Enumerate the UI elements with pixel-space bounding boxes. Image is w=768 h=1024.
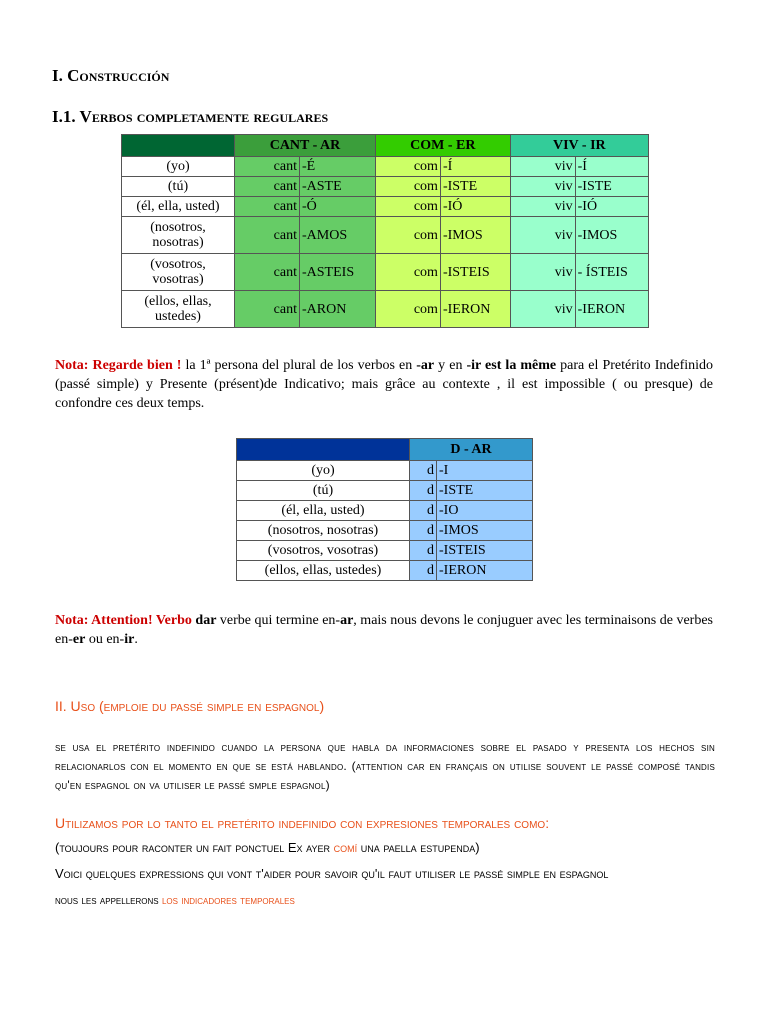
table-row bbox=[122, 157, 649, 177]
table-row bbox=[122, 217, 649, 254]
note-attention-dar bbox=[55, 611, 713, 649]
ending-cell: -IÓ bbox=[440, 197, 510, 217]
uso-text: nous les appellerons bbox=[55, 893, 162, 907]
person-cell: (nosotros, nosotras) bbox=[237, 521, 410, 541]
ending-cell: -IO bbox=[437, 501, 533, 521]
ending-cell: -IÓ bbox=[575, 197, 648, 217]
header-empty-cell bbox=[237, 439, 410, 461]
table-row bbox=[122, 177, 649, 197]
stem-cell: d bbox=[410, 561, 437, 581]
note-text: ou en- bbox=[85, 632, 125, 647]
note-bold: ar bbox=[340, 613, 354, 628]
header-d-ar: D - AR bbox=[410, 439, 533, 461]
stem-cell: cant bbox=[235, 291, 300, 328]
stem-cell: com bbox=[375, 254, 440, 291]
ending-cell: -Ó bbox=[300, 197, 376, 217]
heading-construccion: I. Construcción bbox=[52, 66, 170, 85]
uso-highlight: comí bbox=[333, 840, 358, 855]
stem-cell: cant bbox=[235, 177, 300, 197]
uso-body-text: se usa el pretérito indefinido cuando la persona que habla da informaciones sobre el pasado y presenta los hechos sin relacionarlos con el momento en que se está hablando. (attention car en français on utilise souvent le passé composé tandis qu'en espagnol on va utiliser le passé smple espagnol) bbox=[55, 740, 715, 792]
table-row bbox=[237, 541, 533, 561]
stem-cell: d bbox=[410, 481, 437, 501]
uso-line-example bbox=[55, 840, 715, 855]
stem-cell: d bbox=[410, 501, 437, 521]
header-empty-cell bbox=[122, 135, 235, 157]
ending-cell: -É bbox=[300, 157, 376, 177]
person-cell: (yo) bbox=[122, 157, 235, 177]
stem-cell: com bbox=[375, 291, 440, 328]
ending-cell: -ISTE bbox=[437, 481, 533, 501]
stem-cell: d bbox=[410, 541, 437, 561]
stem-cell: viv bbox=[510, 197, 575, 217]
ending-cell: -IMOS bbox=[575, 217, 648, 254]
stem-cell: com bbox=[375, 177, 440, 197]
table-row bbox=[122, 254, 649, 291]
person-cell: (él, ella, usted) bbox=[237, 501, 410, 521]
ending-cell: -ISTEIS bbox=[437, 541, 533, 561]
header-viv-ir: VIV - IR bbox=[510, 135, 648, 157]
person-cell: (ellos, ellas, ustedes) bbox=[237, 561, 410, 581]
ending-cell: -ASTE bbox=[300, 177, 376, 197]
stem-cell: viv bbox=[510, 291, 575, 328]
ending-cell: -Í bbox=[575, 157, 648, 177]
person-cell: (tú) bbox=[122, 177, 235, 197]
conjugation-table-dar bbox=[236, 438, 533, 581]
uso-line-voici: Voici quelques expressions qui vont t'aider pour savoir qu'il faut utiliser le passé simple en espagnol bbox=[55, 866, 609, 881]
ending-cell: -IMOS bbox=[440, 217, 510, 254]
note-bold: er bbox=[72, 632, 86, 647]
person-cell: (yo) bbox=[237, 461, 410, 481]
table-header-row bbox=[122, 135, 649, 157]
stem-cell: cant bbox=[235, 157, 300, 177]
ending-cell: - ÍSTEIS bbox=[575, 254, 648, 291]
header-com-er: COM - ER bbox=[375, 135, 510, 157]
note-text: para el Pretérito Indefinido (passé simple) y Presente (présent)de Indicativo; mais grâce au contexte , il est impossible ( ou presque) de confondre ces deux temps. bbox=[55, 358, 714, 411]
table-row bbox=[122, 197, 649, 217]
note-text: . bbox=[134, 632, 138, 647]
note-label: Nota: Attention! Verbo bbox=[55, 613, 192, 628]
heading-uso: II. Uso (emploie du passé simple en espagnol) bbox=[55, 698, 325, 714]
table-row bbox=[237, 561, 533, 581]
stem-cell: cant bbox=[235, 197, 300, 217]
ending-cell: -ISTE bbox=[440, 177, 510, 197]
ending-cell: -ASTEIS bbox=[300, 254, 376, 291]
uso-text: (toujours pour raconter un fait ponctuel Ex ayer bbox=[55, 840, 334, 855]
stem-cell: com bbox=[375, 217, 440, 254]
note-bold: -ir est la même bbox=[466, 358, 557, 373]
note-text: verbe qui termine en- bbox=[216, 613, 341, 628]
stem-cell: com bbox=[375, 157, 440, 177]
stem-cell: viv bbox=[510, 217, 575, 254]
person-cell: (tú) bbox=[237, 481, 410, 501]
uso-line-indicadores bbox=[55, 893, 715, 907]
ending-cell: -IERON bbox=[437, 561, 533, 581]
ending-cell: -IERON bbox=[440, 291, 510, 328]
ending-cell: -Í bbox=[440, 157, 510, 177]
person-cell: (ellos, ellas, ustedes) bbox=[122, 291, 235, 328]
stem-cell: com bbox=[375, 197, 440, 217]
stem-cell: viv bbox=[510, 254, 575, 291]
note-text: y en bbox=[434, 358, 467, 373]
table-row bbox=[237, 501, 533, 521]
ending-cell: -IMOS bbox=[437, 521, 533, 541]
note-text: , mais nous devons le conjuguer avec les terminaisons de verbes en- bbox=[55, 613, 714, 647]
ending-cell: -IERON bbox=[575, 291, 648, 328]
uso-highlight: los indicadores temporales bbox=[161, 893, 295, 907]
table-row bbox=[237, 521, 533, 541]
stem-cell: d bbox=[410, 521, 437, 541]
ending-cell: -ARON bbox=[300, 291, 376, 328]
table-row bbox=[237, 481, 533, 501]
note-label: Nota: Regarde bien ! bbox=[55, 358, 182, 373]
person-cell: (vosotros, vosotras) bbox=[237, 541, 410, 561]
note-bold: -ar bbox=[416, 358, 435, 373]
ending-cell: -I bbox=[437, 461, 533, 481]
note-text: la 1ª persona del plural de los verbos en bbox=[181, 358, 417, 373]
heading-verbos-regulares: I.1. Verbos completamente regulares bbox=[52, 107, 329, 126]
table-header-row bbox=[237, 439, 533, 461]
header-cant-ar: CANT - AR bbox=[235, 135, 376, 157]
stem-cell: viv bbox=[510, 157, 575, 177]
note-regarde-bien bbox=[55, 356, 713, 413]
stem-cell: cant bbox=[235, 217, 300, 254]
table-row bbox=[237, 461, 533, 481]
person-cell: (vosotros, vosotras) bbox=[122, 254, 235, 291]
uso-line-expresiones: Utilizamos por lo tanto el pretérito indefinido con expresiones temporales como: bbox=[55, 815, 550, 831]
ending-cell: -ISTEIS bbox=[440, 254, 510, 291]
conjugation-table-regular bbox=[121, 134, 649, 328]
note-bold: ir bbox=[124, 632, 135, 647]
person-cell: (nosotros, nosotras) bbox=[122, 217, 235, 254]
ending-cell: -AMOS bbox=[300, 217, 376, 254]
stem-cell: viv bbox=[510, 177, 575, 197]
ending-cell: -ISTE bbox=[575, 177, 648, 197]
uso-text: una paella estupenda) bbox=[357, 840, 480, 855]
person-cell: (él, ella, usted) bbox=[122, 197, 235, 217]
stem-cell: cant bbox=[235, 254, 300, 291]
note-verb: dar bbox=[195, 613, 217, 628]
table-row bbox=[122, 291, 649, 328]
stem-cell: d bbox=[410, 461, 437, 481]
